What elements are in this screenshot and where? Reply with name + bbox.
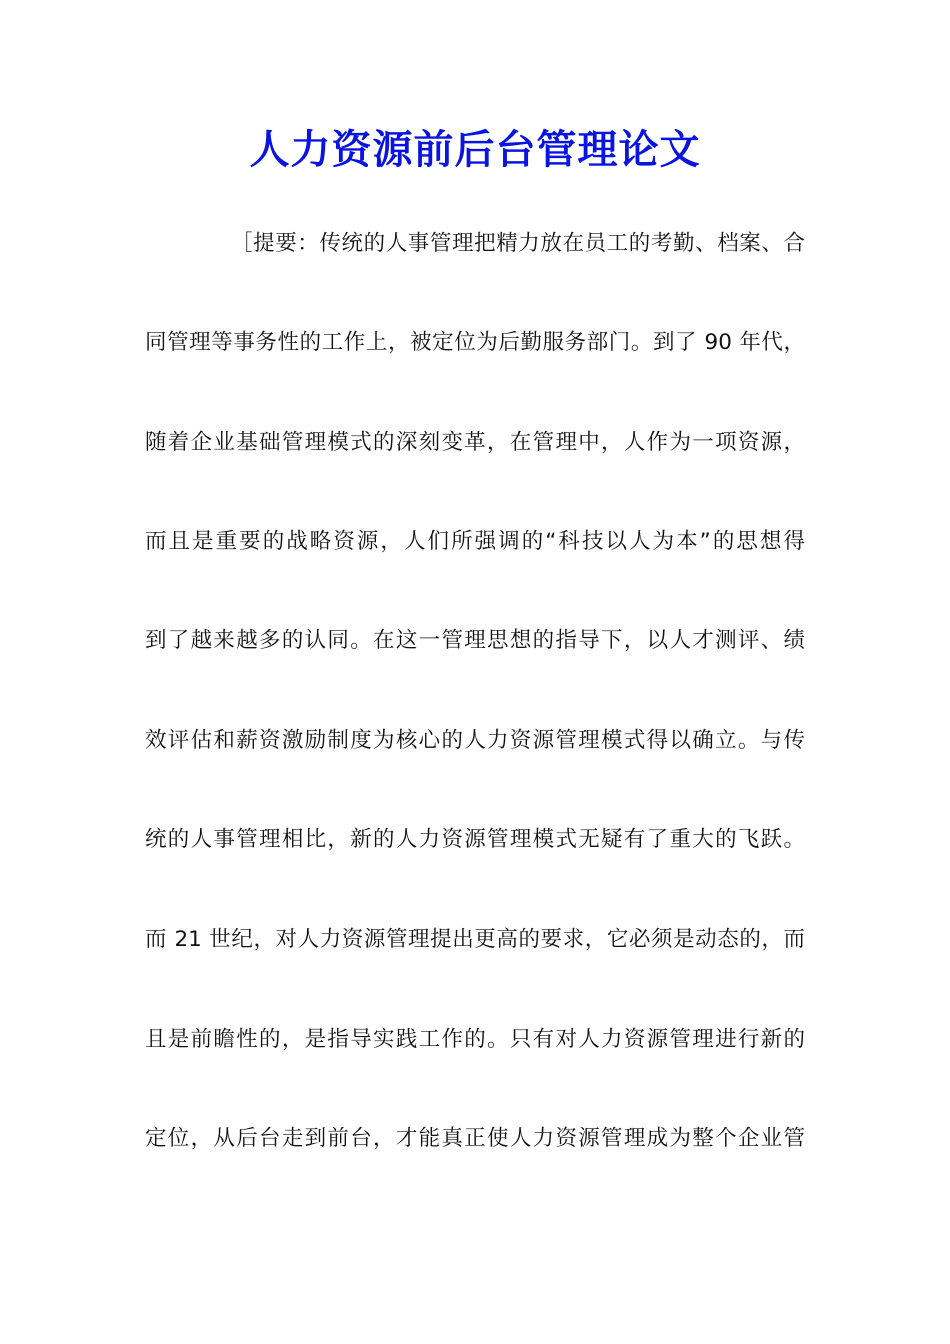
document-title: 人力资源前后台管理论文	[249, 126, 701, 173]
paragraph-line: ［提要：传统的人事管理把精力放在员工的考勤、档案、合	[231, 231, 805, 256]
paragraph-line: 统的人事管理相比，新的人力资源管理模式无疑有了重大的飞跃。	[145, 827, 805, 852]
paragraph-line: 效评估和薪资激励制度为核心的人力资源管理模式得以确立。与传	[145, 728, 805, 753]
paragraph-line: 到了越来越多的认同。在这一管理思想的指导下，以人才测评、绩	[145, 628, 805, 653]
paragraph-line: 且是前瞻性的，是指导实践工作的。只有对人力资源管理进行新的	[145, 1027, 805, 1052]
paragraph-line: 定位，从后台走到前台，才能真正使人力资源管理成为整个企业管	[145, 1126, 805, 1151]
paragraph-line: 随着企业基础管理模式的深刻变革，在管理中，人作为一项资源，	[145, 430, 805, 455]
paragraph-line: 同管理等事务性的工作上，被定位为后勤服务部门。到了 90 年代，	[145, 330, 805, 355]
paragraph-line: 而 21 世纪，对人力资源管理提出更高的要求，它必须是动态的，而	[145, 927, 805, 952]
paragraph-line: 而且是重要的战略资源，人们所强调的“科技以人为本”的思想得	[145, 529, 805, 554]
